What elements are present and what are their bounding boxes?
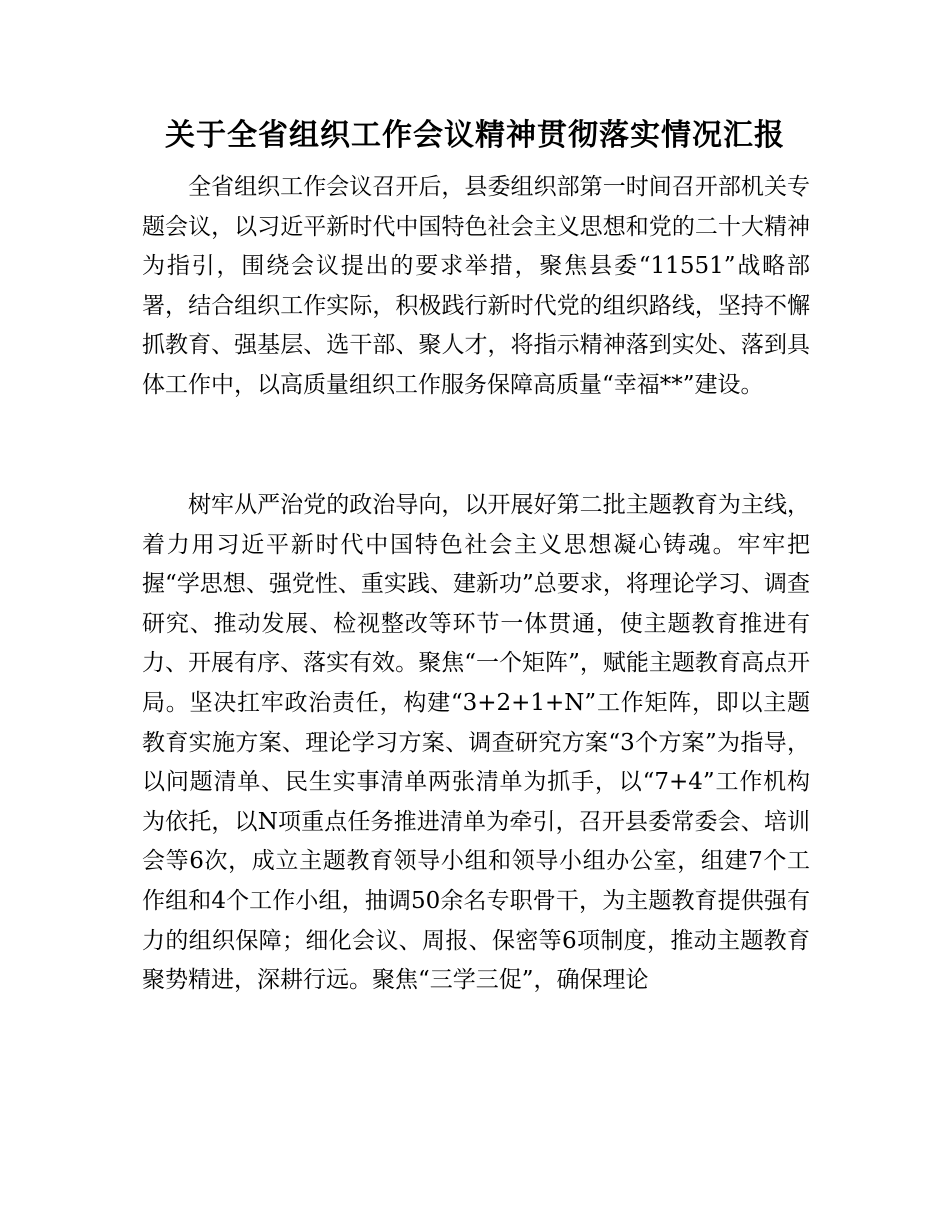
paragraph-1: 全省组织工作会议召开后，县委组织部第一时间召开部机关专题会议，以习近平新时代中国特色社会主义思想和党的二十大精神为指引，围绕会议提出的要求举措，聚焦县委“11551”战略部署，结合组织工作实际，积极践行新时代党的组织路线，坚持不懈抓教育、强基层、选干部、聚人才，将指示精神落到实处、落到具体工作中，以高质量组织工作服务保障高质量“幸福**”建设。 (142, 174, 810, 398)
document-title: 关于全省组织工作会议精神贯彻落实情况汇报 (165, 118, 785, 153)
paragraph-2: 树牢从严治党的政治导向，以开展好第二批主题教育为主线，着力用习近平新时代中国特色社会主义思想凝心铸魂。牢牢把握“学思想、强党性、重实践、建新功”总要求，将理论学习、调查研究、推动发展、检视整改等环节一体贯通，使主题教育推进有力、开展有序、落实有效。聚焦“一个矩阵”，赋能主题教育高点开局。坚决扛牢政治责任，构建“3+2+1+N”工作矩阵，即以主题教育实施方案、理论学习方案、调查研究方案“3个方案”为指导，以问题清单、民生实事清单两张清单为抓手，以“7+4”工作机构为依托，以N项重点任务推进清单为牵引，召开县委常委会、培训会等6次，成立主题教育领导小组和领导小组办公室，组建7个工作组和4个工作小组，抽调50余名专职骨干，为主题教育提供强有力的组织保障；细化会议、周报、保密等6项制度，推动主题教育聚势精进，深耕行远。聚焦“三学三促”，确保理论 (142, 492, 810, 994)
document-body (142, 0, 810, 1230)
